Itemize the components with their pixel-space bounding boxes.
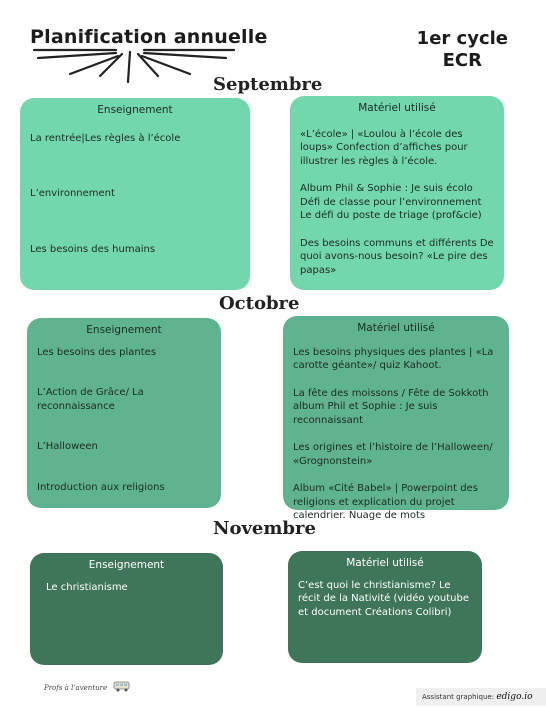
september-enseignement-box xyxy=(20,98,250,290)
list-item: L’Action de Grâce/ La reconnaissance xyxy=(37,387,144,412)
assistant-label: Assistant graphique: xyxy=(422,693,495,701)
october-materiel-box xyxy=(283,316,509,521)
list-item: Les origines et l’histoire de l’Halloween/ «Grognonstein» xyxy=(293,442,493,467)
list-item: Le christianisme xyxy=(46,581,128,593)
list-item: Introduction aux religions xyxy=(37,481,165,493)
list-item: Album Phil & Sophie : Je suis écolo Défi de classe pour l’environnement Le défi du poste de triage (prof&cie) xyxy=(300,183,482,221)
box-heading: Matériel utilisé xyxy=(358,102,436,114)
cycle-line-1: 1er cycle xyxy=(416,28,508,49)
footer-credit: Profs à l’aventure xyxy=(44,684,108,692)
list-item: La fête des moissons / Fête de Sokkoth album Phil et Sophie : Je suis reconnaissant xyxy=(293,387,489,426)
cycle-line-2: ECR xyxy=(442,50,483,71)
list-item: «L’école» | «Loulou à l’école des loups» Confection d’affiches pour illustrer les règles à l’école. xyxy=(300,128,468,167)
assistant-credit xyxy=(416,688,546,706)
november-enseignement-box xyxy=(30,553,223,665)
month-november: Novembre xyxy=(213,518,316,539)
cycle-label xyxy=(417,28,508,72)
list-item: L’environnement xyxy=(30,188,115,199)
box-heading: Enseignement xyxy=(88,559,165,571)
list-item: Des besoins communs et différents De quoi avons-nous besoin? «Le pire des papas» xyxy=(300,237,494,276)
list-item: Les besoins des humains xyxy=(30,243,156,255)
box-heading: Enseignement xyxy=(86,324,162,336)
box-heading: Matériel utilisé xyxy=(357,322,435,334)
box-heading: Enseignement xyxy=(97,104,173,116)
month-september: Septembre xyxy=(213,74,323,95)
list-item: L’Halloween xyxy=(37,441,98,452)
list-item: Album «Cité Babel» | Powerpoint des religions et explication du projet calendrier. Nuage de mots xyxy=(293,483,478,521)
october-enseignement-box xyxy=(27,318,221,508)
sunburst-rays-icon xyxy=(30,44,240,90)
list-item: Les besoins des plantes xyxy=(37,346,157,358)
page-title: Planification annuelle xyxy=(30,26,268,48)
box-heading: Matériel utilisé xyxy=(346,557,424,569)
list-item: La rentrée|Les règles à l’école xyxy=(30,132,181,144)
month-october: Octobre xyxy=(219,293,300,314)
september-materiel-box xyxy=(290,96,504,290)
brand-logo-text: edigo.io xyxy=(496,692,533,702)
list-item: Les besoins physiques des plantes | «La carotte géante»/ quiz Kahoot. xyxy=(293,346,494,371)
camper-van-icon xyxy=(113,680,131,692)
list-item: C’est quoi le christianisme? Le récit de la Nativité (vidéo youtube et document Créations Colibri) xyxy=(298,579,469,618)
november-materiel-box xyxy=(288,551,482,663)
